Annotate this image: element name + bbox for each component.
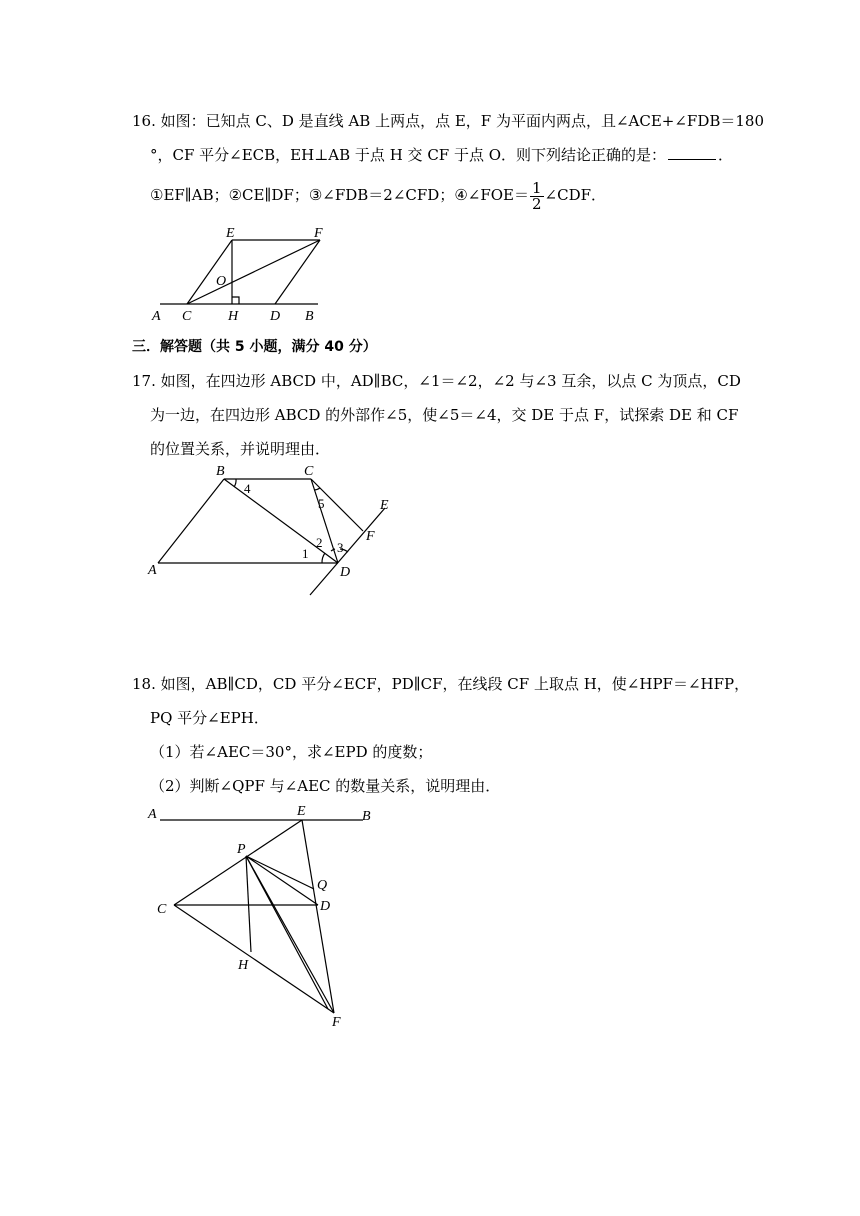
q17-figure <box>140 460 400 600</box>
q18-sub-2-text: （2）判断∠QPF 与∠AEC 的数量关系，说明理由． <box>150 777 501 795</box>
line-ph <box>246 856 251 952</box>
q16-line-2 <box>150 144 733 166</box>
q18-sub-1 <box>150 741 432 763</box>
label-angle-3: 3 <box>337 540 344 555</box>
label-B: B <box>305 309 314 324</box>
label-B: B <box>216 464 225 479</box>
label-F: F <box>332 1015 341 1030</box>
q17-line-1 <box>132 370 741 392</box>
q16-options <box>150 178 606 212</box>
label-A: A <box>152 309 161 324</box>
q16-line-1 <box>132 110 764 132</box>
q18-figure <box>140 798 380 1038</box>
label-F: F <box>314 226 323 241</box>
angle-arc-4 <box>234 479 236 487</box>
label-D: D <box>340 565 351 580</box>
line-df <box>275 240 320 304</box>
label-angle-5: 5 <box>318 496 325 511</box>
label-E: E <box>226 226 235 241</box>
label-A: A <box>148 807 157 822</box>
line-pf-2 <box>246 856 331 1009</box>
q16-options-text: ①EF∥AB；②CE∥DF；③∠FDB＝2∠CFD；④∠FOE＝ <box>150 186 529 204</box>
label-E: E <box>380 498 389 513</box>
q18-line-2 <box>150 707 269 729</box>
q16-number: 16. <box>132 112 156 130</box>
label-D: D <box>320 899 331 914</box>
fraction-numerator: 1 <box>532 178 542 197</box>
q16-figure <box>150 226 350 326</box>
q16-text-1: 如图：已知点 C、D 是直线 AB 上两点，点 E，F 为平面内两点，且∠ACE+∠FDB＝180 <box>160 112 765 130</box>
line-pd <box>246 856 318 905</box>
label-O: O <box>216 274 227 289</box>
line-ab <box>158 479 224 563</box>
q17-line-3 <box>150 438 330 460</box>
label-angle-2: 2 <box>316 535 323 550</box>
angle-arc-5 <box>314 488 320 490</box>
line-cf <box>187 240 320 304</box>
label-A: A <box>148 563 157 578</box>
label-F: F <box>366 529 375 544</box>
label-H: H <box>228 309 239 324</box>
q16-text-2a: °，CF 平分∠ECB，EH⊥AB 于点 H 交 CF 于点 O．则下列结论正确的是： <box>150 146 667 164</box>
line-cd <box>311 479 338 563</box>
q17-text-3: 的位置关系，并说明理由． <box>150 440 331 458</box>
section-heading: 三．解答题（共 5 小题，满分 40 分） <box>132 339 377 355</box>
answer-blank <box>668 145 716 160</box>
q17-line-2 <box>150 404 738 426</box>
label-angle-1: 1 <box>302 546 309 561</box>
label-C: C <box>157 902 167 917</box>
label-H: H <box>238 958 249 973</box>
q16-options-text-2: ∠CDF． <box>544 186 607 204</box>
label-C: C <box>182 309 192 324</box>
fraction-denominator: 2 <box>532 194 542 213</box>
q18-number: 18. <box>132 675 156 693</box>
q17-text-2: 为一边，在四边形 ABCD 的外部作∠5，使∠5＝∠4，交 DE 于点 F，试探索 DE 和 CF <box>150 406 739 424</box>
angle-arc-1 <box>322 553 325 563</box>
line-pq <box>246 856 314 889</box>
label-C: C <box>304 464 314 479</box>
line-ce <box>174 820 302 905</box>
right-angle-mark <box>232 297 239 304</box>
label-angle-4: 4 <box>244 481 251 496</box>
fraction-one-half <box>530 178 544 213</box>
label-E: E <box>297 804 306 819</box>
line-bd <box>224 479 338 563</box>
q17-text-1: 如图，在四边形 ABCD 中，AD∥BC，∠1＝∠2，∠2 与∠3 互余，以点 C 为顶点，CD <box>160 372 741 390</box>
label-P: P <box>237 842 246 857</box>
q18-line-1 <box>132 673 749 695</box>
q18-sub-1-text: （1）若∠AEC＝30°，求∠EPD 的度数； <box>150 743 433 761</box>
q18-sub-2 <box>150 775 500 797</box>
line-ce <box>187 240 232 304</box>
label-Q: Q <box>317 878 328 893</box>
label-B: B <box>362 809 371 824</box>
q16-text-2b: ． <box>718 146 734 164</box>
q18-text-2: PQ 平分∠EPH． <box>150 709 269 727</box>
q17-number: 17. <box>132 372 156 390</box>
line-cf <box>174 905 334 1013</box>
q18-text-1: 如图，AB∥CD，CD 平分∠ECF，PD∥CF，在线段 CF 上取点 H，使∠HPF＝∠HFP， <box>160 675 750 693</box>
label-D: D <box>270 309 281 324</box>
